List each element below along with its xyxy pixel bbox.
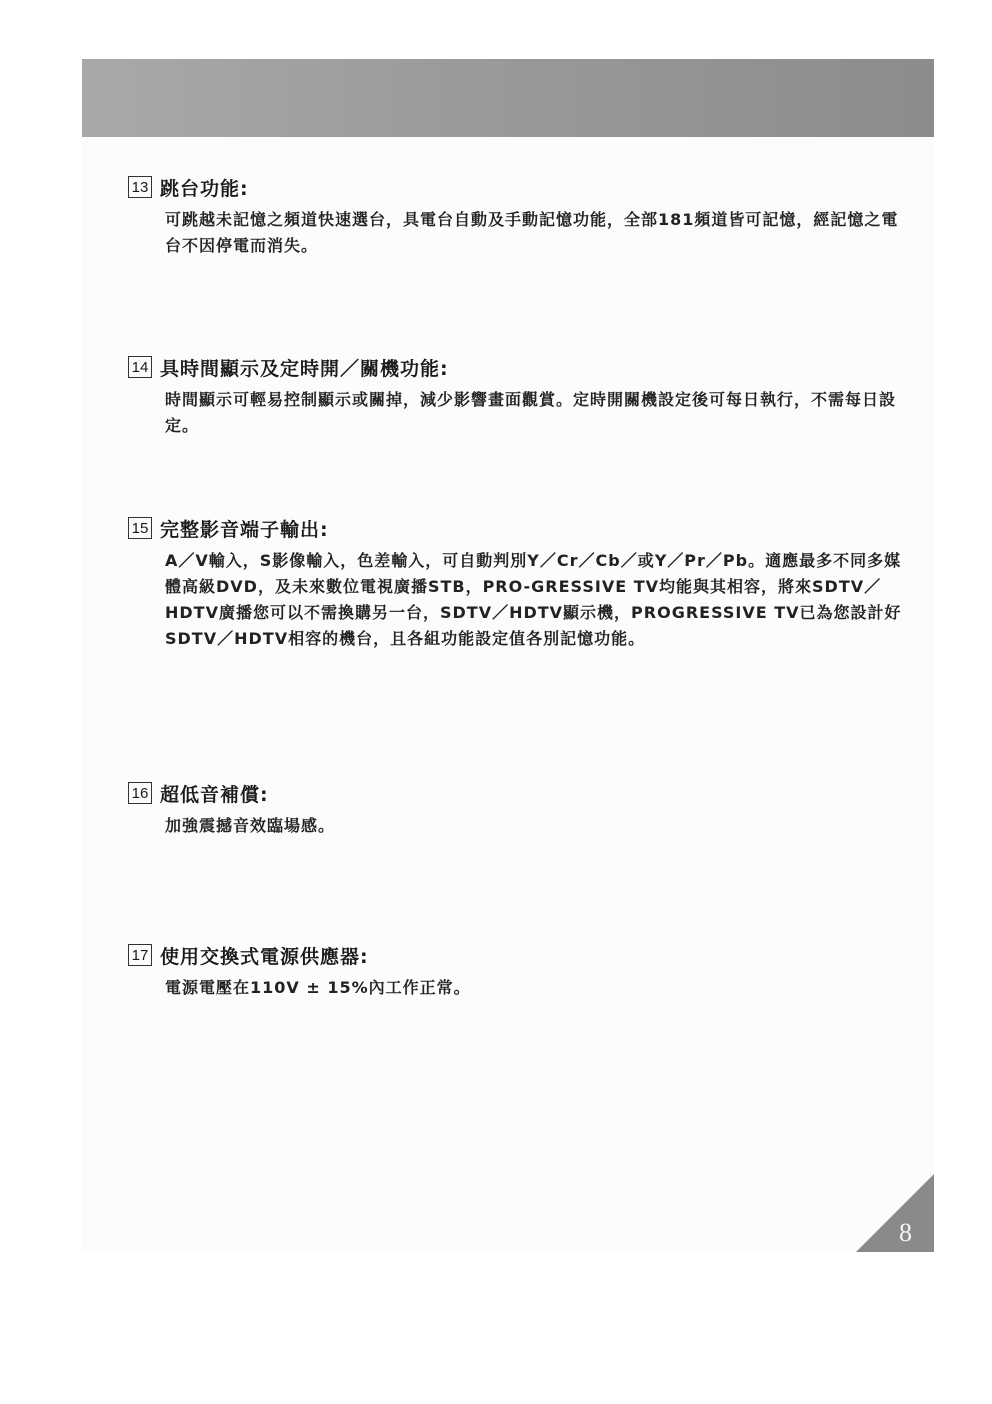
section-heading — [128, 941, 918, 969]
section-title: 使用交換式電源供應器: — [160, 945, 369, 968]
header-band — [82, 59, 934, 137]
section-title: 超低音補償: — [160, 783, 269, 806]
page-corner-triangle — [856, 1174, 934, 1252]
section-number: 17 — [128, 944, 152, 966]
section-heading — [128, 514, 918, 542]
section-number: 15 — [128, 517, 152, 539]
section-body: 可跳越未記憶之頻道快速選台，具電台自動及手動記憶功能，全部181頻道皆可記憶，經記憶之電台不因停電而消失。 — [165, 210, 899, 255]
section-title: 完整影音端子輸出: — [160, 518, 329, 541]
feature-17 — [128, 941, 918, 1001]
section-number: 13 — [128, 176, 152, 198]
page-number: 8 — [899, 1218, 912, 1247]
feature-15 — [128, 514, 918, 652]
section-body: 加強震撼音效臨場感。 — [165, 816, 336, 835]
section-body: 時間顯示可輕易控制顯示或關掉，減少影響畫面觀賞。定時開關機設定後可每日執行，不需每日設定。 — [165, 390, 897, 435]
section-body: 電源電壓在110V ± 15%內工作正常。 — [165, 978, 471, 997]
section-title: 具時間顯示及定時開／關機功能: — [160, 357, 449, 380]
section-body: A／V輸入，S影像輸入，色差輸入，可自動判別Y／Cr／Cb／或Y／Pr／Pb。適應最多不同多媒體高級DVD，及未來數位電視廣播STB，PRO-GRESSIVE TV均能與其相容，將來SDTV／HDTV廣播您可以不需換購另一台，SDTV／HDTV顯示機，PROGRESSIVE TV已為您設計好SDTV／HDTV相容的機台，且各組功能設定值各別記憶功能。 — [165, 551, 902, 648]
feature-13 — [128, 173, 918, 259]
manual-page — [82, 59, 934, 1252]
section-heading — [128, 779, 918, 807]
section-title: 跳台功能: — [160, 177, 249, 200]
feature-16 — [128, 779, 918, 839]
section-number: 14 — [128, 356, 152, 378]
section-heading — [128, 173, 918, 201]
section-heading — [128, 353, 918, 381]
feature-14 — [128, 353, 918, 439]
section-number: 16 — [128, 782, 152, 804]
